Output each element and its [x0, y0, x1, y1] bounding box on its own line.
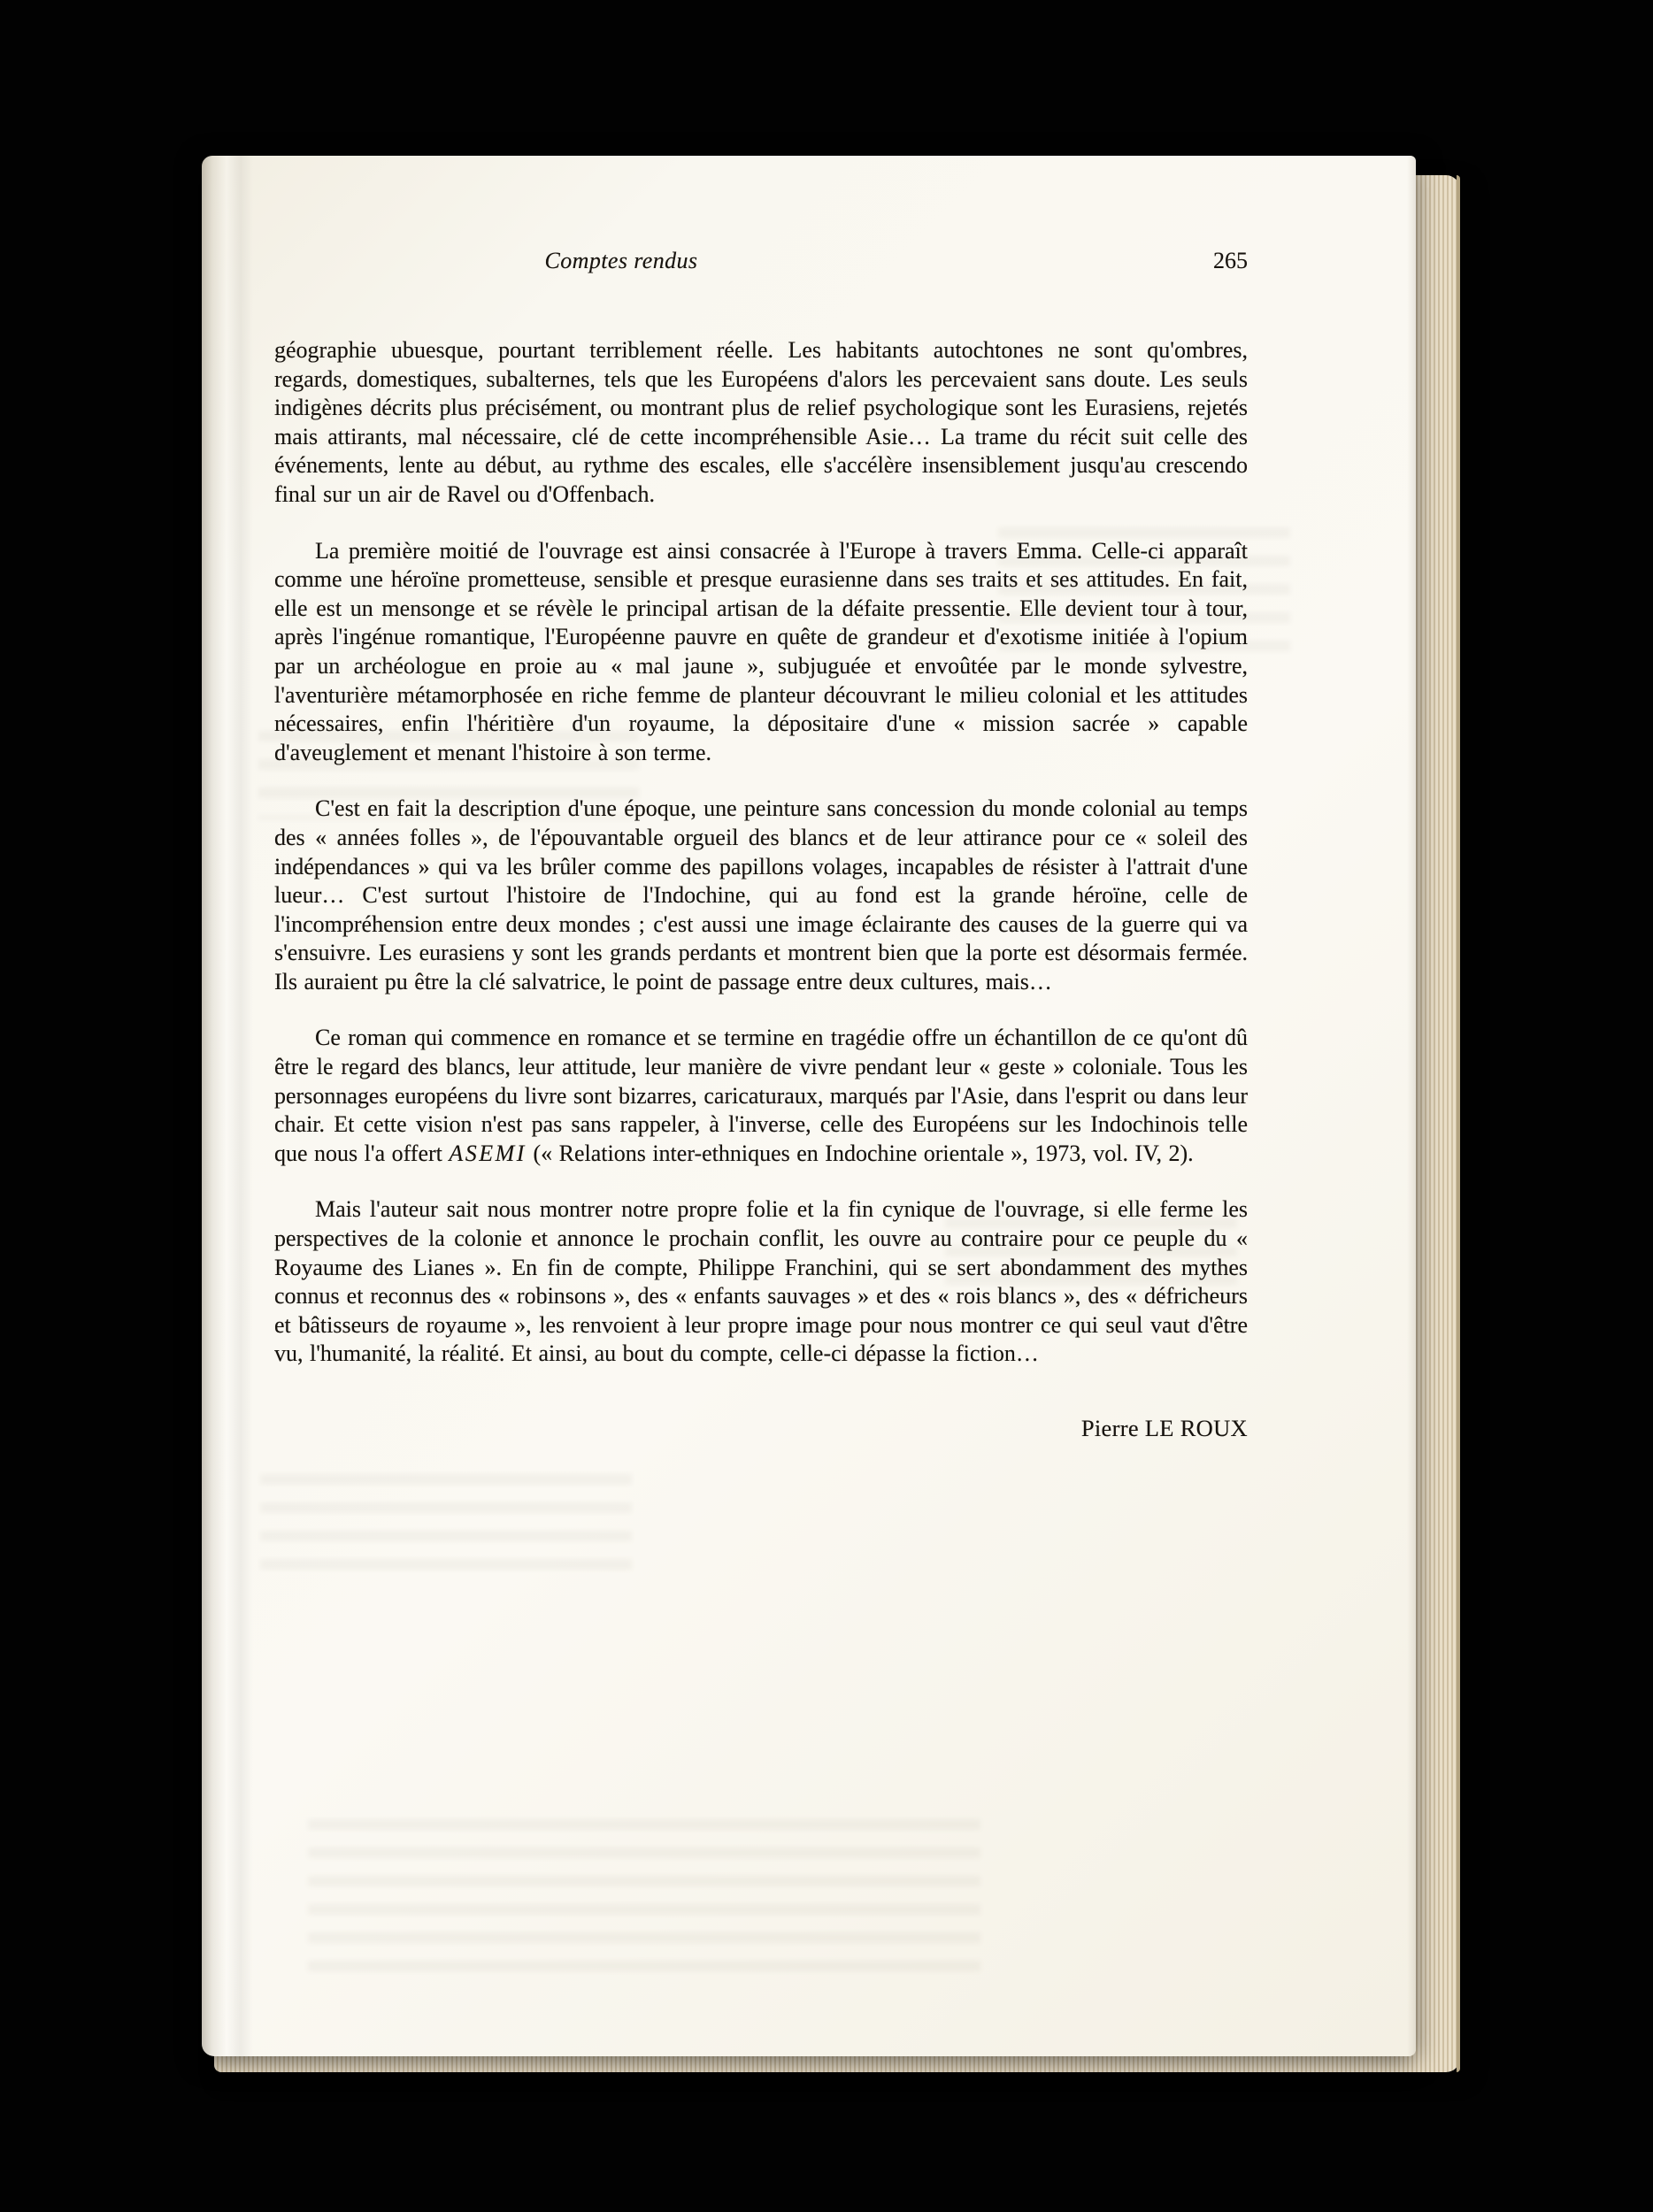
paragraph [274, 795, 1248, 996]
text-run: Mais l'auteur sait nous montrer notre propre folie et la fin cynique de l'ouvrage, si elle ferme les perspectives de la colonie et annonce le prochain conflit, les ouvre au contraire pour ce peuple du « Royaume des Lianes ». En fin de compte, Philippe Franchini, qui se sert abondamment des mythes connus et reconnus des « robinsons », des « enfants sauvages » et des « rois blancs », des « défricheurs et bâtisseurs de royaume », les renvoient à leur propre image pour nous montrer ce qui seul vaut d'être vu, l'humanité, la réalité. Et ainsi, au bout du compte, celle-ci dépasse la fiction… [274, 1196, 1248, 1367]
running-title: Comptes rendus [544, 248, 698, 273]
paragraph [274, 1024, 1248, 1168]
page-number: 265 [1213, 248, 1248, 273]
reviewer-signature: Pierre LE ROUX [1080, 1415, 1248, 1441]
paragraphs [274, 336, 1248, 1369]
text-run: Ce roman qui commence en romance et se termine en tragédie offre un échantillon de ce qu'ont dû être le regard des blancs, leur attitude, leur manière de vivre pendant leur « geste » coloniale. Tous les personnages européens du livre sont bizarres, caricaturaux, marqués par l'Asie, dans l'esprit ou dans leur chair. Et cette vision n'est pas sans rappeler, à l'inverse, celle des Européens sur les Indochinois telle que nous l'a offert [274, 1025, 1248, 1166]
paragraph [274, 336, 1248, 510]
text-run: géographie ubuesque, pourtant terriblement réelle. Les habitants autochtones ne sont qu'ombres, regards, domestiques, subalternes, tels que les Européens d'alors les percevaient sans doute. Les seuls indigènes décrits plus précisément, ou montrant plus de relief psychologique sont les Eurasiens, rejetés mais attirants, mal nécessaire, clé de cette incompréhensible Asie… La trame du récit suit celle des événements, lente au début, au rythme des escales, elle s'accélère insensiblement jusqu'au crescendo final sur un air de Ravel ou d'Offenbach. [274, 337, 1248, 507]
book-page [202, 156, 1416, 2056]
running-header [274, 248, 1248, 278]
text-run: C'est en fait la description d'une époque, une peinture sans concession du monde colonial au temps des « années folles », de l'épouvantable orgueil des blancs et de leur attirance pour ce « soleil des indépendances » qui va les brûler comme des papillons volages, incapables de résister à l'attrait d'une lueur… C'est surtout l'histoire de l'Indochine, qui au fond est la grande héroïne, celle de l'incompréhension entre deux mondes ; c'est aussi une image éclairante des causes de la guerre qui va s'ensuivre. Les eurasiens y sont les grands perdants et montrent bien que la porte est désormais fermée. Ils auraient pu être la clé salvatrice, le point de passage entre deux cultures, mais… [274, 795, 1248, 995]
page-content [274, 156, 1248, 2056]
paragraph [274, 1195, 1248, 1369]
text-run: La première moitié de l'ouvrage est ainsi consacrée à l'Europe à travers Emma. Celle-ci apparaît comme une héroïne prometteuse, sensible et presque eurasienne dans ses traits et ses attitudes. En fait, elle est un mensonge et se révèle le principal artisan de la défaite pressentie. Elle devient tour à tour, après l'ingénue romantique, l'Européenne pauvre en quête de grandeur et d'exotisme initiée à l'opium par un archéologue en proie au « mal jaune », subjuguée et envoûtée par le monde sylvestre, l'aventurière métamorphosée en riche femme de planteur découvrant le milieu colonial et les attitudes nécessaires, enfin l'héritière d'un royaume, la dépositaire d'une « mission sacrée » capable d'aveuglement et menant l'histoire à son terme. [274, 537, 1248, 765]
paragraph [274, 537, 1248, 768]
italic-text-run: ASEMI [449, 1140, 527, 1166]
text-run: (« Relations inter-ethniques en Indochine orientale », 1973, vol. IV, 2). [526, 1140, 1194, 1166]
page-left-curl-shading [202, 156, 253, 2056]
